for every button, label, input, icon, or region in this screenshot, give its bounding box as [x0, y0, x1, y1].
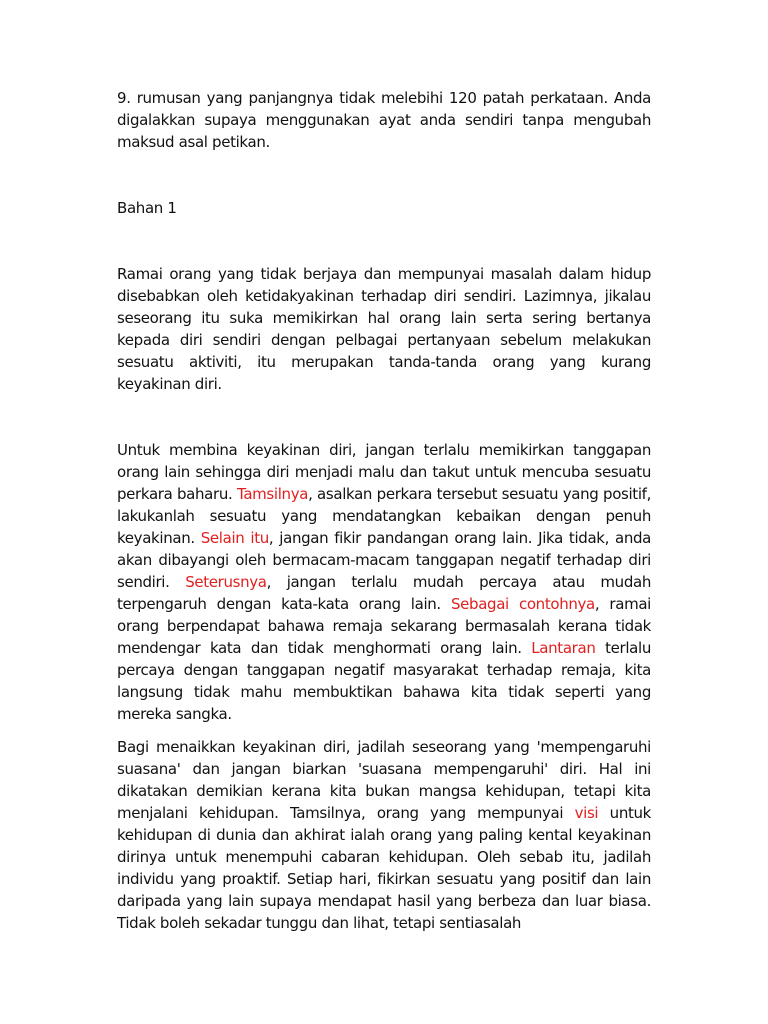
paragraph-2-text: , ramai orang berpendapat bahawa remaja sekarang bermasalah kerana tidak mendengar kata dan tidak menghormati orang lain.	[117, 595, 651, 657]
highlight-sebagai-contohnya: Sebagai contohnya	[450, 595, 595, 613]
paragraph-2-text: Untuk membina keyakinan diri, jangan terlalu memikirkan tanggapan orang lain sehingga diri menjadi malu dan takut untuk mencuba sesuatu perkara baharu.	[117, 441, 651, 503]
paragraph-2-text: , jangan terlalu mudah percaya atau mudah terpengaruh dengan kata-kata orang lain.	[117, 573, 652, 613]
paragraph-2-text: , asalkan perkara tersebut sesuatu yang positif, lakukanlah sesuatu yang mendatangkan kebaikan dengan penuh keyakinan.	[117, 485, 651, 547]
highlight-lantaran: Lantaran	[531, 639, 596, 657]
paragraph-2-text: , jangan fikir pandangan orang lain. Jika tidak, anda akan dibayangi oleh bermacam-macam tanggapan negatif terhadap diri sendiri.	[117, 529, 652, 591]
section-heading: Bahan 1	[117, 199, 177, 217]
highlight-selain-itu: Selain itu	[200, 529, 269, 547]
paragraph-3-text: Bagi menaikkan keyakinan diri, jadilah seseorang yang 'mempengaruhi suasana' dan jangan biarkan 'suasana mempengaruhi' diri. Hal ini dikatakan demikian kerana kita bukan mangsa kehidupan, tetapi kita menjalani kehidupan. Tamsilnya, orang yang mempunyai	[117, 738, 651, 822]
document-page	[117, 87, 651, 934]
paragraph-3-text: untuk kehidupan di dunia dan akhirat ialah orang yang paling kental keyakinan dirinya untuk menempuhi cabaran kehidupan. Oleh sebab itu, jadilah individu yang proaktif. Setiap hari, fikirkan sesuatu yang positif dan lain daripada yang lain supaya mendapat hasil yang berbeza dan luar biasa. Tidak boleh sekadar tunggu dan lihat, tetapi sentiasalah	[117, 804, 652, 932]
paragraph-3	[117, 736, 651, 934]
paragraph-2	[117, 439, 651, 725]
paragraph-1: Ramai orang yang tidak berjaya dan mempunyai masalah dalam hidup disebabkan oleh ketidakyakinan terhadap diri sendiri. Lazimnya, jikalau seseorang itu suka memikirkan hal orang lain serta sering bertanya kepada diri sendiri dengan pelbagai pertanyaan sebelum melakukan sesuatu aktiviti, itu merupakan tanda-tanda orang yang kurang keyakinan diri.	[117, 265, 651, 393]
paragraph-2-text: terlalu percaya dengan tanggapan negatif masyarakat terhadap remaja, kita langsung tidak mahu membuktikan bahawa kita tidak seperti yang mereka sangka.	[117, 639, 651, 723]
highlight-visi: visi	[574, 804, 599, 822]
highlight-seterusnya: Seterusnya	[185, 573, 267, 591]
highlight-tamsilnya: Tamsilnya	[237, 485, 309, 503]
intro-paragraph: 9. rumusan yang panjangnya tidak melebihi 120 patah perkataan. Anda digalakkan supaya menggunakan ayat anda sendiri tanpa mengubah maksud asal petikan.	[117, 89, 651, 151]
